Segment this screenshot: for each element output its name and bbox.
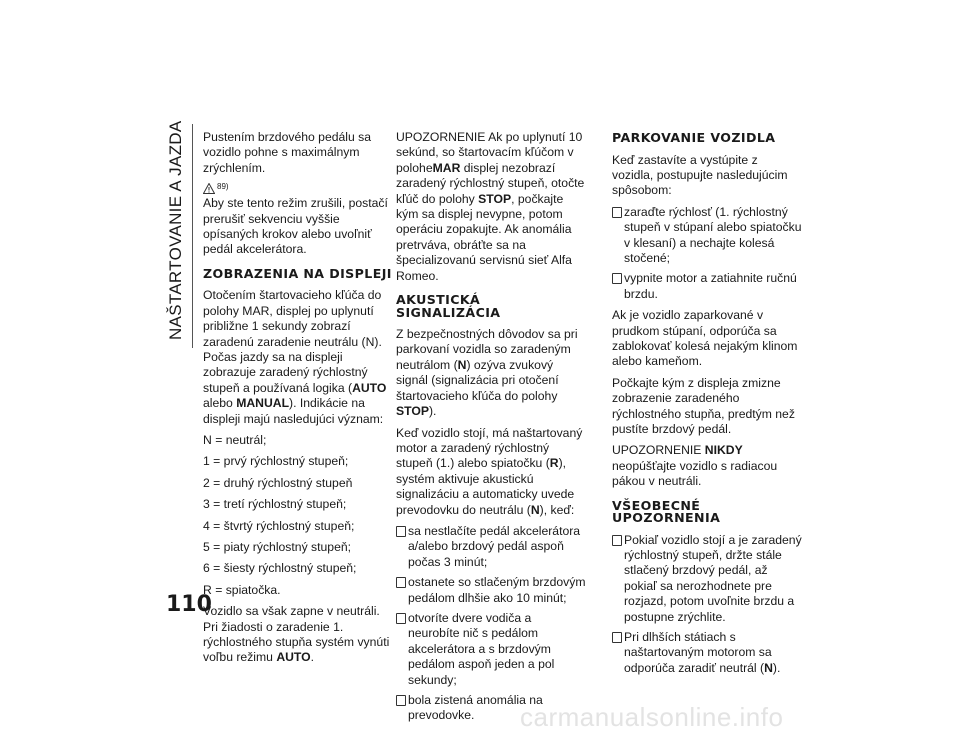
list-item: Pri dlhších státiach s naštartovaným motorom sa odporúča zaradiť neutrál (N). [612, 630, 802, 676]
checkbox-bullet-icon [612, 273, 622, 284]
paragraph: UPOZORNENIE Ak po uplynutí 10 sekúnd, so štartovacím kľúčom v poloheMAR displej nezobrazí zaradený rýchlostný stupeň, otočte kľúč do polohy STOP, počkajte kým sa displej nevypne, potom operáciu zopakujte. Ak anomália pretrváva, obráťte sa na špecializovanú servisnú sieť Alfa Romeo. [396, 130, 585, 283]
gear-line: 5 = piaty rýchlostný stupeň; [203, 540, 352, 555]
checkbox-bullet-icon [396, 577, 406, 588]
reference-number: 89) [217, 181, 229, 191]
list-item: otvoríte dvere vodiča a neurobíte nič s pedálom akcelerátora a s brzdovým pedálom aspoň jeden a pol sekundy; [396, 611, 586, 688]
column-1 [203, 130, 393, 672]
gear-line: N = neutrál; [203, 433, 267, 447]
section-heading: PARKOVANIE VOZIDLA [612, 130, 776, 145]
checkbox-bullet-icon [396, 526, 406, 537]
gear-line: 4 = štvrtý rýchlostný stupeň; [203, 518, 355, 533]
bullet-list [612, 533, 802, 677]
checkbox-bullet-icon [396, 695, 406, 706]
gear-line: 3 = tretí rýchlostný stupeň; [203, 497, 347, 512]
list-item: bola zistená anomália na prevodovke. [396, 693, 586, 724]
page-number: 110 [166, 592, 212, 617]
checkbox-bullet-icon [612, 207, 622, 218]
checkbox-bullet-icon [612, 535, 622, 546]
gear-line: R = spiatočka. [203, 582, 281, 597]
section-heading: ZOBRAZENIA NA DISPLEJI [203, 265, 392, 281]
gear-line: 6 = šiesty rýchlostný stupeň; [203, 561, 357, 576]
paragraph: Vozidlo sa však zapne v neutráli. Pri žiadosti o zaradenie 1. rýchlostného stupňa systém vynúti voľbu režimu AUTO. [203, 604, 390, 665]
gear-line: 1 = prvý rýchlostný stupeň; [203, 454, 349, 469]
list-item: Pokiaľ vozidlo stojí a je zaradený rýchlostný stupeň, držte stále stlačený brzdový pedál, až pokiaľ sa nerozhodnete pre rozjazd, potom uvoľnite brzdu a postupne zrýchlite. [612, 533, 802, 625]
column-3 [612, 130, 802, 682]
warning-reference [203, 180, 393, 194]
gear-line: 2 = druhý rýchlostný stupeň [203, 475, 353, 490]
bullet-list [396, 524, 586, 724]
watermark: carmanualsonline.info [520, 702, 784, 732]
paragraph: UPOZORNENIE NIKDY neopúšťajte vozidlo s radiacou pákou v neutráli. [612, 443, 778, 489]
bullet-list [612, 205, 802, 302]
paragraph: Ak je vozidlo zaparkované v prudkom stúpaní, odporúča sa zablokovať kolesá nejakým klinom alebo kameňom. [612, 308, 798, 369]
sidebar-divider [192, 124, 193, 348]
list-item: sa nestlačíte pedál akcelerátora a/alebo brzdový pedál aspoň počas 3 minút; [396, 524, 586, 570]
paragraph: Otočením štartovacieho kľúča do polohy MAR, displej po uplynutí približne 1 sekundy zobrazí zaradenú zaradenie neutrálu (N). Počas jazdy sa na displeji zobrazuje zaradený rýchlostný stupeň a používaná logika (AUTO alebo MANUAL). Indikácie na displeji majú nasledujúci význam: [203, 288, 387, 426]
paragraph: Počkajte kým z displeja zmizne zobrazenie zaradeného rýchlostného stupňa, predtým než pustíte brzdový pedál. [612, 375, 795, 436]
checkbox-bullet-icon [396, 613, 406, 624]
warning-triangle-icon [203, 183, 215, 194]
list-item: ostanete so stlačeným brzdovým pedálom dlhšie ako 10 minút; [396, 575, 586, 606]
list-item: zaraďte rýchlosť (1. rýchlostný stupeň v stúpaní alebo spiatočku v klesaní) a nechajte kolesá stočené; [612, 205, 802, 267]
paragraph: Keď zastavíte a vystúpite z vozidla, postupujte nasledujúcim spôsobom: [612, 152, 788, 198]
paragraph: Aby ste tento režim zrušili, postačí prerušiť sekvenciu vyššie opísaných krokov alebo uvoľniť pedál akcelerátora. [203, 196, 388, 257]
paragraph: Keď vozidlo stojí, má naštartovaný motor a zaradený rýchlostný stupeň (1.) alebo spiatočku (R), systém aktivuje akustickú signalizáciu a automaticky uvede prevodovku do neutrálu (N), keď: [396, 425, 583, 517]
sidebar-chapter-title: NAŠTARTOVANIE A JAZDA [166, 120, 185, 340]
checkbox-bullet-icon [612, 632, 622, 643]
paragraph: Pustením brzdového pedálu sa vozidlo pohne s maximálnym zrýchlením. [203, 130, 372, 175]
list-item: vypnite motor a zatiahnite ručnú brzdu. [612, 271, 802, 302]
section-heading: VŠEOBECNÉ UPOZORNENIA [612, 497, 721, 526]
column-2 [396, 130, 586, 730]
paragraph: Z bezpečnostných dôvodov sa pri parkovaní vozidla so zaradeným neutrálom (N) ozýva zvukový signál (signalizácia pri otočení štartovacieho kľúča do polohy STOP). [396, 327, 578, 419]
section-heading: AKUSTICKÁ SIGNALIZÁCIA [396, 292, 501, 320]
